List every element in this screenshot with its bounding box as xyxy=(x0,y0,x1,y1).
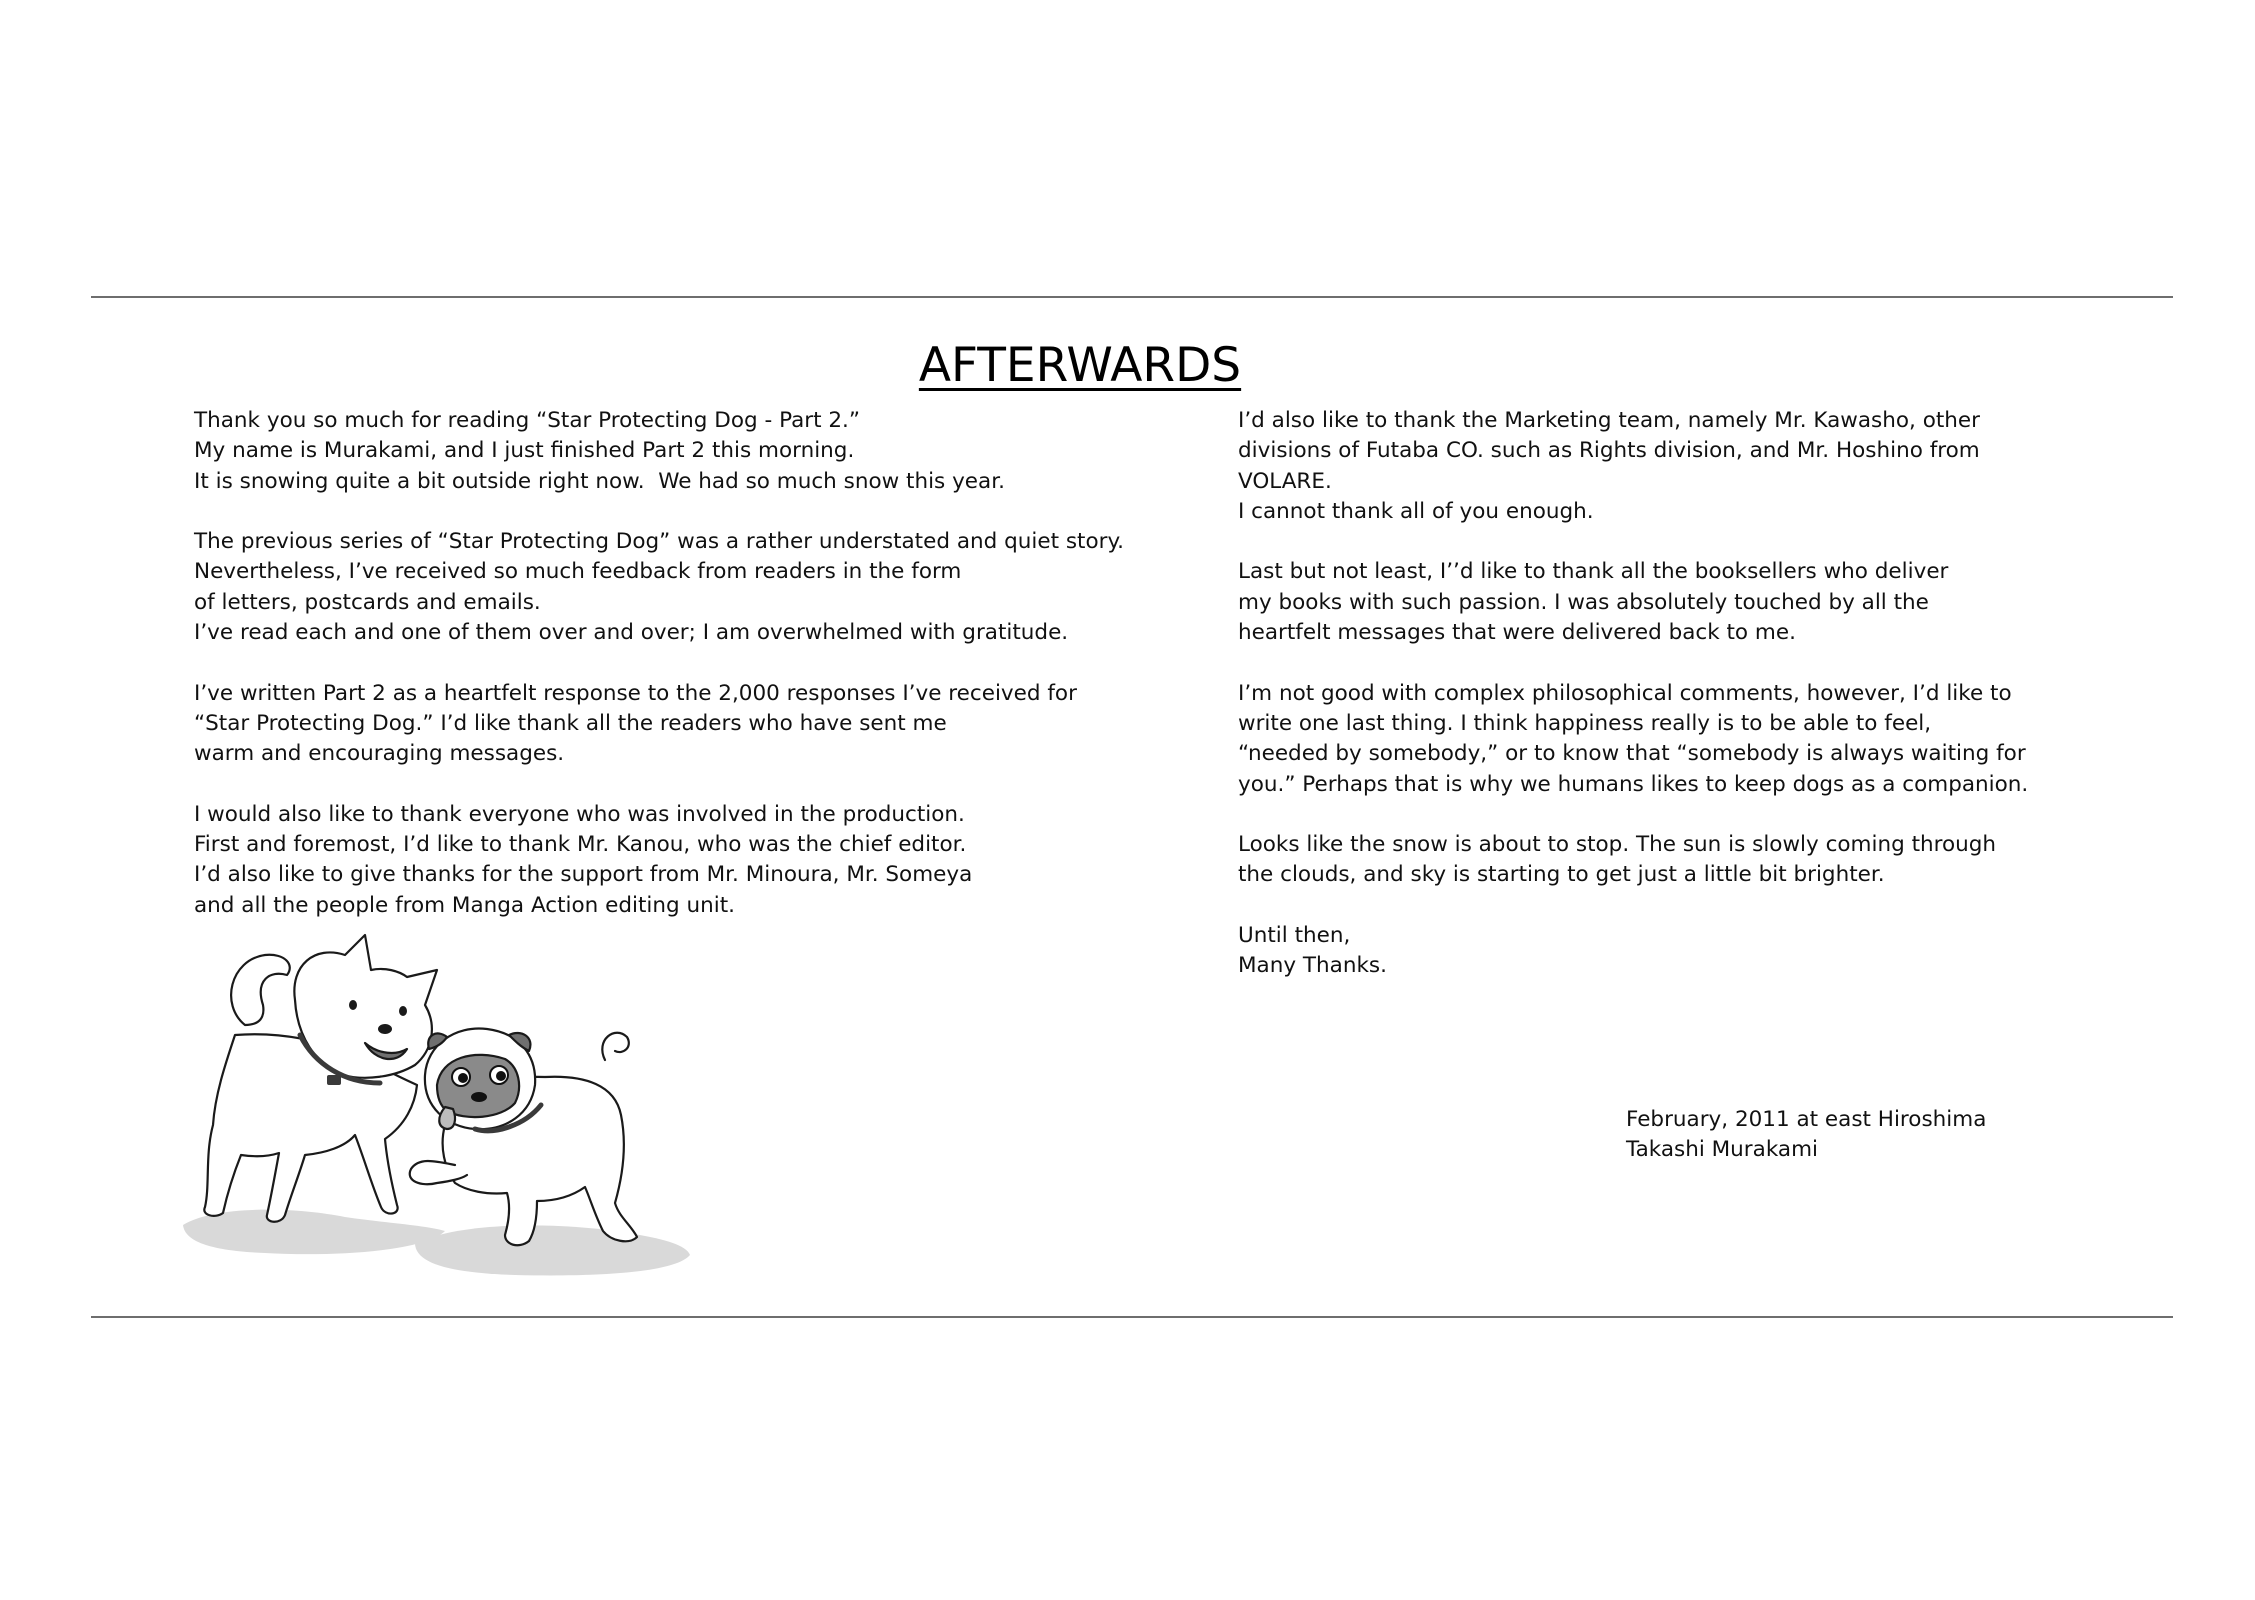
text-line: write one last thing. I think happiness really is to be able to feel, xyxy=(1238,710,1932,736)
text-line: Thank you so much for reading “Star Protecting Dog - Part 2.” xyxy=(194,408,860,433)
text-line: I’d also like to thank the Marketing team, namely Mr. Kawasho, other xyxy=(1238,408,1980,433)
left-column xyxy=(194,406,1134,951)
right-column xyxy=(1238,406,2138,1012)
text-line: The previous series of “Star Protecting Dog” was a rather understated and quiet story. xyxy=(194,529,1124,555)
paragraph xyxy=(194,406,1134,497)
text-line: I would also like to thank everyone who was involved in the production. xyxy=(194,801,965,827)
text-line: My name is Murakami, and I just finished Part 2 this morning. xyxy=(194,438,855,464)
text-line: the clouds, and sky is starting to get just a little bit brighter. xyxy=(1238,862,1885,888)
paragraph xyxy=(1238,557,2138,648)
pug-dog-icon xyxy=(410,1028,637,1245)
paragraph xyxy=(1238,406,2138,527)
paragraph xyxy=(194,679,1134,770)
text-line: “Star Protecting Dog.” I’d like thank all the readers who have sent me xyxy=(194,710,947,736)
signature-author: Takashi Murakami xyxy=(1626,1137,1818,1163)
text-line: VOLARE. xyxy=(1238,468,1332,494)
text-line: you.” Perhaps that is why we humans likes to keep dogs as a companion. xyxy=(1238,771,2029,797)
text-line: Nevertheless, I’ve received so much feedback from readers in the form xyxy=(194,559,962,585)
paragraph xyxy=(1238,921,2138,982)
text-line: of letters, postcards and emails. xyxy=(194,589,541,615)
text-line: I’ve read each and one of them over and over; I am overwhelmed with gratitude. xyxy=(194,620,1069,646)
paragraph xyxy=(194,527,1134,648)
text-line: Looks like the snow is about to stop. The sun is slowly coming through xyxy=(1238,832,1997,858)
text-line: Last but not least, I’’d like to thank all the booksellers who deliver xyxy=(1238,559,1949,585)
text-line: heartfelt messages that were delivered back to me. xyxy=(1238,620,1796,646)
text-line: Many Thanks. xyxy=(1238,953,1387,979)
text-line: First and foremost, I’d like to thank Mr. Kanou, who was the chief editor. xyxy=(194,832,967,858)
paragraph xyxy=(194,800,1134,921)
text-line: I’d also like to give thanks for the support from Mr. Minoura, Mr. Someya xyxy=(194,862,973,888)
bottom-divider xyxy=(91,1316,2173,1318)
text-line: It is snowing quite a bit outside right now. We had so much snow this year. xyxy=(194,468,1005,494)
page-title: AFTERWARDS xyxy=(918,338,1242,393)
signature-block xyxy=(1626,1105,1986,1166)
white-dog-icon xyxy=(204,935,437,1222)
text-line: my books with such passion. I was absolutely touched by all the xyxy=(1238,589,1929,615)
top-divider xyxy=(91,296,2173,298)
signature-date: February, 2011 at east Hiroshima xyxy=(1626,1107,1987,1132)
dogs-illustration xyxy=(175,925,715,1295)
paragraph xyxy=(1238,830,2138,891)
text-line: “needed by somebody,” or to know that “somebody is always waiting for xyxy=(1238,741,2026,767)
text-line: and all the people from Manga Action editing unit. xyxy=(194,892,735,918)
text-line: Until then, xyxy=(1238,923,1351,949)
text-line: I cannot thank all of you enough. xyxy=(1238,498,1594,524)
text-line: I’m not good with complex philosophical comments, however, I’d like to xyxy=(1238,680,2012,706)
text-line: warm and encouraging messages. xyxy=(194,741,565,767)
paragraph xyxy=(1238,679,2138,800)
text-line: divisions of Futaba CO. such as Rights division, and Mr. Hoshino from xyxy=(1238,438,1980,464)
text-line: I’ve written Part 2 as a heartfelt response to the 2,000 responses I’ve received for xyxy=(194,680,1077,706)
